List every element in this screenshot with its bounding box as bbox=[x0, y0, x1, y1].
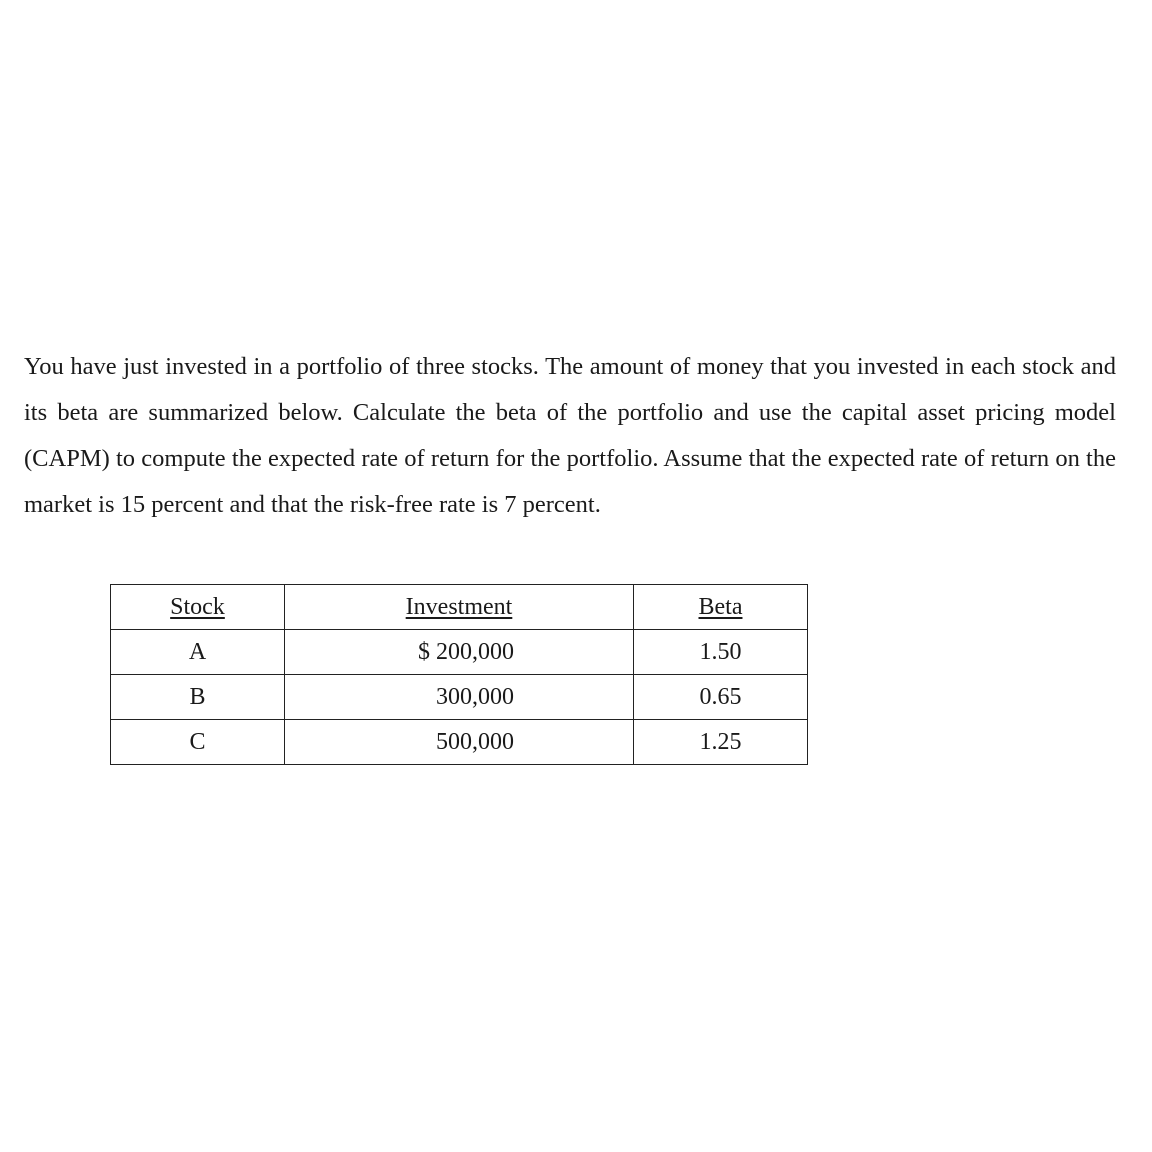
table-row bbox=[111, 675, 808, 720]
table-row bbox=[111, 630, 808, 675]
investment-cell: $ 200,000 bbox=[285, 630, 634, 675]
header-investment: Investment bbox=[285, 585, 634, 630]
header-beta: Beta bbox=[634, 585, 808, 630]
investment-cell: 300,000 bbox=[285, 675, 634, 720]
stock-cell: B bbox=[111, 675, 285, 720]
investment-cell: 500,000 bbox=[285, 720, 634, 765]
beta-cell: 1.50 bbox=[634, 630, 808, 675]
table-header-row bbox=[111, 585, 808, 630]
problem-statement: You have just invested in a portfolio of three stocks. The amount of money that you invested in each stock and its beta are summarized below. Calculate the beta of the portfolio and use the capital asset pricing model (CAPM) to compute the expected rate of return for the portfolio. Assume that the expected rate of return on the market is 15 percent and that the risk-free rate is 7 percent. bbox=[24, 353, 1116, 518]
header-stock: Stock bbox=[111, 585, 285, 630]
stock-cell: C bbox=[111, 720, 285, 765]
beta-cell: 1.25 bbox=[634, 720, 808, 765]
stock-cell: A bbox=[111, 630, 285, 675]
portfolio-table bbox=[110, 584, 808, 765]
table-row bbox=[111, 720, 808, 765]
beta-cell: 0.65 bbox=[634, 675, 808, 720]
